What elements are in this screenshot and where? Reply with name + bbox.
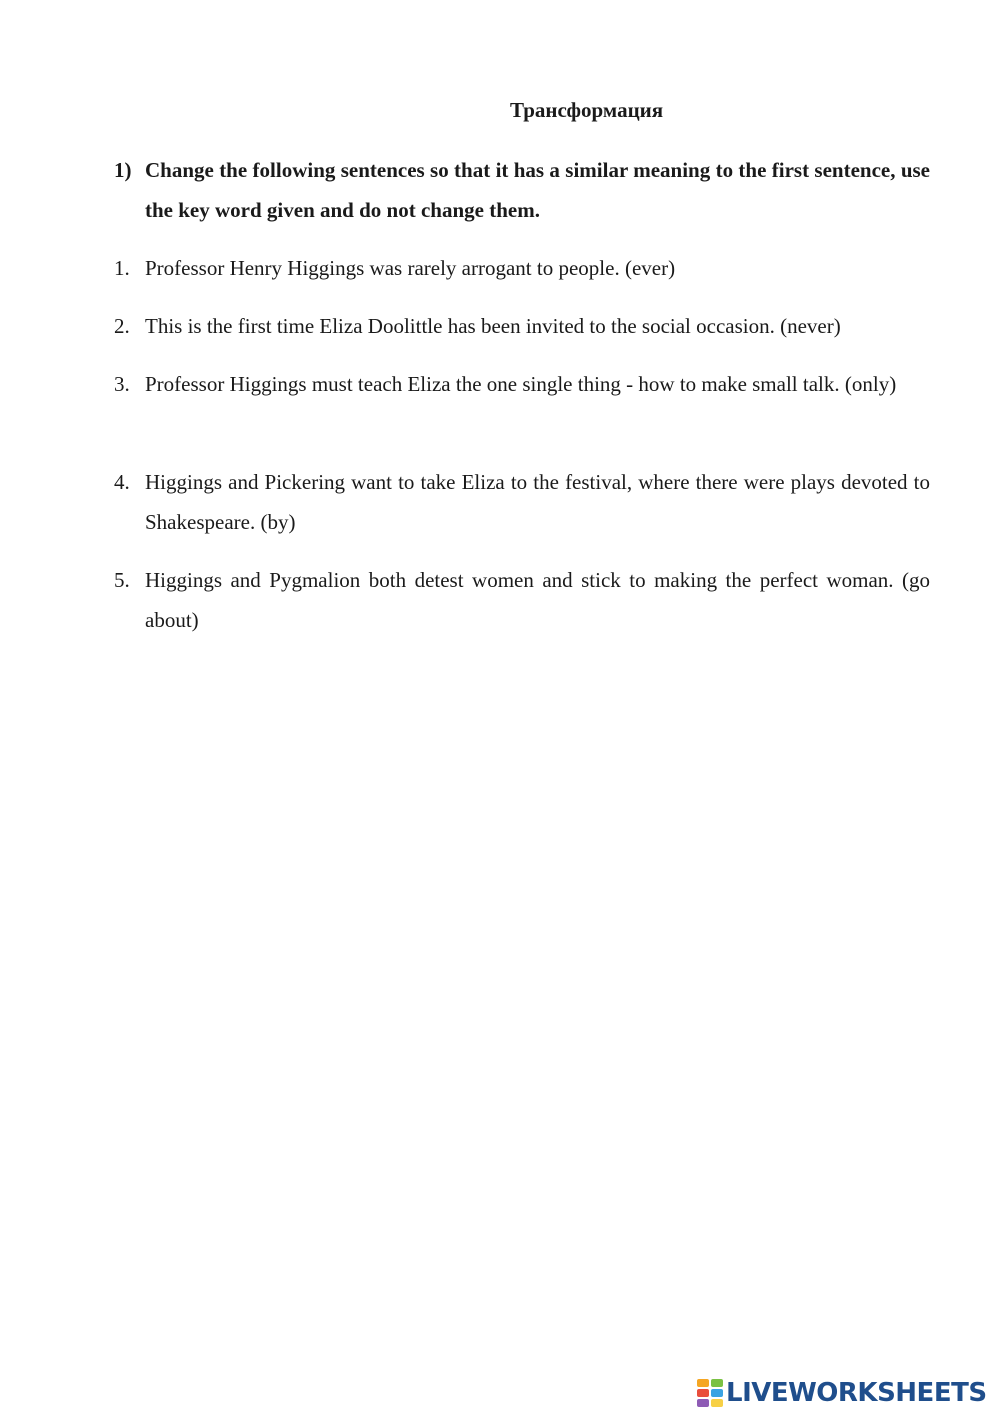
- logo-text: LIVEWORKSHEETS: [726, 1378, 987, 1408]
- item-sentence: Professor Higgings must teach Eliza the one single thing - how to make small talk. (only): [145, 372, 897, 396]
- item-sentence: Professor Henry Higgings was rarely arrogant to people. (ever): [145, 256, 676, 280]
- task-instruction: [114, 150, 930, 230]
- item-number: 3.: [114, 372, 130, 396]
- item-number: 2.: [114, 314, 130, 338]
- list-item: [114, 560, 930, 640]
- logo-mark-square: [711, 1389, 723, 1397]
- logo-mark-square: [711, 1379, 723, 1387]
- task-text: Change the following sentences so that it has a similar meaning to the first sentence, use the key word given and do not change them.: [145, 158, 930, 222]
- logo-mark-square: [711, 1399, 723, 1407]
- task-number: 1): [114, 158, 132, 182]
- list-item: [114, 364, 930, 404]
- item-number: 1.: [114, 256, 130, 280]
- item-number: 5.: [114, 568, 130, 592]
- logo-mark-square: [697, 1379, 709, 1387]
- item-sentence: This is the first time Eliza Doolittle has been invited to the social occasion. (never): [145, 314, 841, 338]
- list-item: [114, 248, 930, 288]
- list-item: [114, 462, 930, 542]
- list-item: [114, 306, 930, 346]
- liveworksheets-logo[interactable]: [697, 1376, 987, 1410]
- liveworksheets-logo-icon: [697, 1379, 723, 1407]
- page-title: Трансформация: [510, 98, 664, 122]
- logo-mark-square: [697, 1399, 709, 1407]
- item-number: 4.: [114, 470, 130, 494]
- item-sentence: Higgings and Pygmalion both detest women and stick to making the perfect woman. (go about): [145, 568, 930, 632]
- logo-mark-square: [697, 1389, 709, 1397]
- item-sentence: Higgings and Pickering want to take Eliza to the festival, where there were plays devoted to Shakespeare. (by): [145, 470, 930, 534]
